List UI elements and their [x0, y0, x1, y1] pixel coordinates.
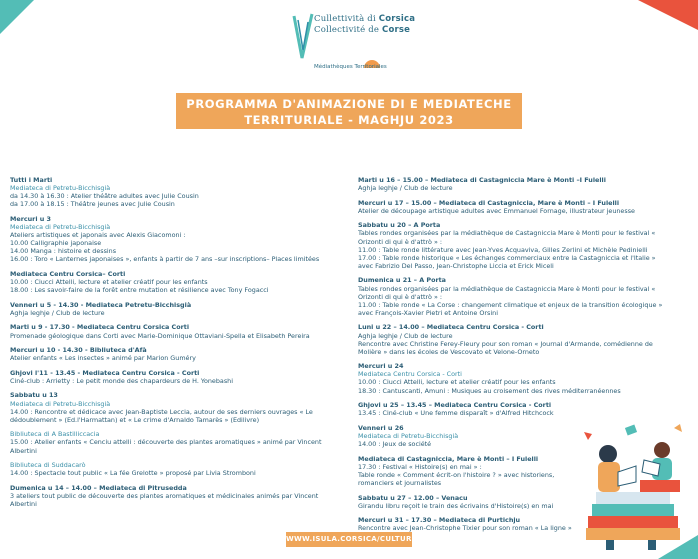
- title-banner: [176, 93, 522, 129]
- entry-detail: dédoublement » (Ed.l'Harmattan) et « Le crime d'Arnaldo Tamarès » (Edilivre): [10, 415, 260, 424]
- program-entry: [358, 176, 684, 192]
- entry-detail: Ateliers artistiques et japonais avec Alexis Giacomoni :: [10, 231, 186, 240]
- logo: [290, 12, 420, 78]
- entry-detail: 11.00 : Table ronde « La Corse : changement climatique et enjeux de la transition écologique »: [358, 300, 663, 309]
- entry-detail: Tables rondes organisées par la médiathèque de Castagniccia Mare è Monti pour le festival «: [358, 229, 656, 238]
- website-url-link[interactable]: WWW.ISULA.CORSICA/CULTURE/: [286, 532, 412, 547]
- entry-detail: Rencontre avec Christine Ferey-Fleury pour son roman « Journal d'Armande, comédienne de: [358, 339, 653, 348]
- program-entry: [358, 199, 684, 215]
- entry-date-heading: Mercuri u 10 - 14.30 - Bibliuteca d'Afà: [10, 346, 147, 355]
- entry-date-heading: Sabbatu u 20 – A Porta: [358, 221, 441, 230]
- program-entry: [10, 323, 340, 339]
- program-entry: [10, 369, 340, 385]
- entry-detail: 11.00 : Table ronde littérature avec Jean-Yves Acquaviva, Gilles Zerlini et Michèle Pedinielli: [358, 245, 648, 254]
- entry-detail: 10.00 : Ciucci Attelli, lecture et atelier créatif pour les enfants: [358, 378, 556, 387]
- entry-detail: Molière » dans les écoles de Vescovato et Velone-Orneto: [358, 347, 540, 356]
- logo-line-2: Collectivité de Corse: [314, 25, 411, 35]
- entry-detail: Table ronde « Comment écrit-on l'histoire ? » avec historiens,: [358, 470, 555, 479]
- entry-venue: Bibliuteca di A Bastilliccacia: [10, 430, 100, 439]
- entry-venue: Mediateca di Petretu-Bicchisgià: [10, 399, 111, 408]
- entry-detail: Girandu libru reçoit le train des écrivains d'Histoire(s) en mai: [358, 501, 554, 510]
- corner-decoration-top-left: [0, 0, 34, 34]
- entry-detail: Albertini: [10, 500, 37, 508]
- entry-detail: 18.00 : Les savoir-faire de la forêt entre mutation et résilience avec Tony Fogacci: [10, 286, 269, 295]
- entry-date-heading: Marti u 9 - 17.30 - Mediateca Centru Corsica Corti: [10, 323, 190, 332]
- program-entry: [10, 430, 340, 454]
- entry-date-heading: Dumenica u 14 – 14.00 – Mediateca di Pitrusedda: [10, 483, 187, 492]
- entry-detail: da 17.00 à 18.15 : Théâtre jeunes avec Julie Cousin: [10, 200, 175, 209]
- program-column-left: [10, 176, 340, 515]
- entry-venue: Mediateca Centru Corsica - Corti: [358, 370, 462, 379]
- entry-date-heading: Mediateca Centru Corsica– Corti: [10, 269, 126, 278]
- entry-date-heading: Mercuri u 3: [10, 214, 51, 223]
- entry-detail: 10.00 Calligraphie japonaise: [10, 239, 102, 248]
- entry-detail: Ciné-club : Arrietty : Le petit monde des chapardeurs de H. Yonebashi: [10, 376, 233, 385]
- logo-v-mark-icon: [290, 12, 314, 64]
- entry-detail: avec Fabrizio Del Passo, Jean-Christophe Liccia et Erick Miceli: [358, 261, 554, 270]
- entry-venue: Mediateca di Petretu-Bicchisgià: [10, 184, 111, 193]
- entry-detail: 17.30 : Festival « Histoire(s) en mai » :: [358, 462, 482, 471]
- corner-decoration-top-right: [638, 0, 698, 30]
- entry-detail: 14.00 : Spectacle tout public « La fée Grelotte » proposé par Livia Stromboni: [10, 469, 256, 478]
- entry-detail: da 14.30 à 16.30 : Atelier théâtre adultes avec Julie Cousin: [10, 192, 199, 201]
- entry-date-heading: Sabbatu u 13: [10, 391, 58, 400]
- entry-detail: Atelier de découpage artistique adultes avec Emmanuel Fornage, illustrateur jeunesse: [358, 206, 635, 215]
- entry-detail: 10.00 : Ciucci Attelli, lecture et atelier créatif pour les enfants: [10, 278, 208, 287]
- program-entry: [10, 215, 340, 264]
- entry-date-heading: Ghjovi u 25 – 13.45 – Mediateca Centru Corsica - Corti: [358, 401, 552, 410]
- program-entry: [358, 401, 684, 417]
- entry-date-heading: Mercuri u 17 – 15.00 – Mediateca di Castagniccia, Mare è Monti – I Fulelli: [358, 198, 620, 207]
- entry-date-heading: Mercuri u 31 – 17.30 – Mediateca di Purtichju: [358, 516, 521, 525]
- program-entry: [358, 221, 684, 270]
- program-entry: [10, 176, 340, 208]
- logo-line-1: Cullettività di Corsica: [314, 14, 416, 24]
- entry-detail: 15.00 : Atelier enfants « Cenciu attelli : découverte des plantes aromatiques » animé par Vincent: [10, 438, 322, 447]
- entry-venue: Mediateca di Petretu-Bicchisgià: [358, 431, 459, 440]
- logo-mediatheques: Médiathèques Territoriales: [314, 64, 387, 70]
- entry-date-heading: Venneri u 26: [358, 423, 404, 432]
- entry-detail: Aghja leghje / Club de lecture: [358, 184, 453, 193]
- banner-line-2: TERRITURIALE - MAGHJU 2023: [244, 113, 454, 127]
- program-entry: [358, 276, 684, 316]
- program-entry: [358, 323, 684, 355]
- entry-date-heading: Ghjovi l'11 - 13.45 - Mediateca Centru Corsica - Corti: [10, 368, 200, 377]
- program-entry: [10, 346, 340, 362]
- entry-detail: 13.45 : Ciné-club « Une femme disparaît » d'Alfred Hitchcock: [358, 409, 554, 418]
- entry-detail: Atelier enfants « Les insectes » animé par Marion Guméry: [10, 354, 196, 363]
- entry-detail: romanciers et journalistes: [358, 478, 442, 487]
- entry-detail: 16.00 : Toro « Lanternes japonaises », enfants à partir de 7 ans –sur inscriptions– Places limitées: [10, 255, 320, 264]
- entry-detail: Aghja leghje / Club de lecture: [10, 308, 105, 317]
- entry-date-heading: Mercuri u 24: [358, 362, 404, 371]
- entry-venue: Mediateca di Petretu-Bicchisgià: [10, 222, 111, 231]
- entry-detail: Promenade géologique dans Corti avec Marie-Dominique Ottaviani-Spella et Elisabeth Pereira: [10, 331, 310, 340]
- program-entry: [10, 461, 340, 477]
- program-entry: [10, 270, 340, 294]
- entry-detail: Tables rondes organisées par la médiathèque de Castagniccia Mare è Monti pour le festival «: [358, 284, 656, 293]
- program-entry: [10, 484, 340, 508]
- entry-detail: 14.00 Manga : histoire et dessins: [10, 247, 117, 256]
- entry-date-heading: Sabbatu u 27 – 12.00 – Venacu: [358, 493, 468, 502]
- program-entry: [10, 391, 340, 423]
- entry-detail: Aghja leghje / Club de lecture: [358, 331, 453, 340]
- program-entry: [358, 362, 684, 394]
- entry-date-heading: Luni u 22 – 14.00 – Mediateca Centru Corsica - Corti: [358, 323, 544, 332]
- reading-people-illustration: [578, 420, 696, 550]
- entry-venue: Bibliuteca di Suddacarò: [10, 461, 86, 470]
- entry-detail: Rencontre avec Jean-Christophe Tixier pour son roman « La ligne »: [358, 524, 572, 533]
- entry-detail: 3 ateliers tout public de découverte des plantes aromatiques et médicinales animés par Vincent: [10, 491, 319, 500]
- entry-date-heading: Tutti i Marti: [10, 176, 53, 184]
- entry-date-heading: Venneri u 5 - 14.30 - Mediateca Petretu-Bicchisgià: [10, 300, 192, 309]
- program-entry: [10, 301, 340, 317]
- entry-detail: 14.00 : Jeux de société: [358, 440, 432, 449]
- entry-detail: 14.00 : Rencontre et dédicace avec Jean-Baptiste Leccia, autour de ses derniers ouvrages « Le: [10, 407, 313, 416]
- banner-line-1: PROGRAMMA D'ANIMAZIONE DI E MEDIATECHE: [186, 97, 512, 111]
- entry-detail: Orizonti di qui è d'attrò » :: [358, 237, 443, 246]
- entry-detail: avec François-Xavier Pietri et Antoine Orsini: [358, 308, 498, 317]
- entry-date-heading: Marti u 16 – 15.00 – Mediateca di Castagniccia Mare è Monti –I Fulelli: [358, 176, 606, 184]
- corner-decoration-bottom-right: [658, 535, 698, 559]
- entry-detail: 18.30 : Cantuscanti, Amuni : Musiques au croisement des rives méditerranéennes: [358, 386, 621, 395]
- entry-date-heading: Dumenica u 21 – A Porta: [358, 276, 446, 285]
- entry-detail: Orizonti di qui è d'attrò » :: [358, 292, 443, 301]
- entry-detail: Albertini: [10, 446, 37, 455]
- entry-detail: 17.00 : Table ronde historique « Les échanges commerciaux entre la Castagniccia et l'Italie »: [358, 253, 656, 262]
- entry-date-heading: Mediateca di Castagniccia, Mare è Monti – I Fulelli: [358, 454, 539, 463]
